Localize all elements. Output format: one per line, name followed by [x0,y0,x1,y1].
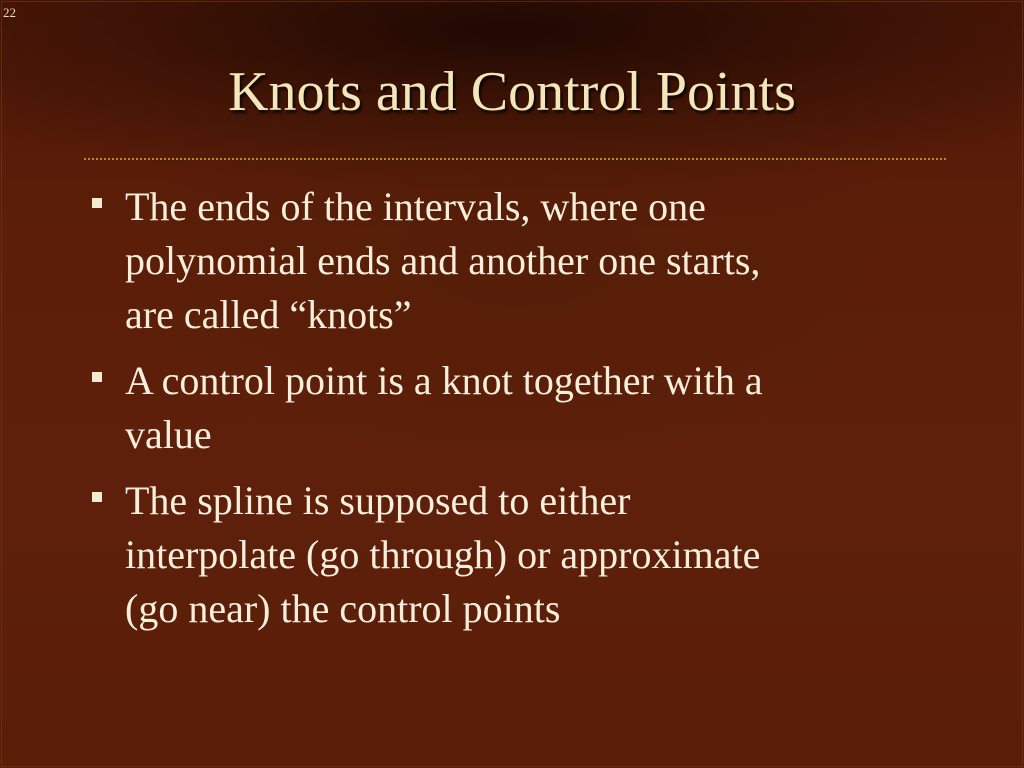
slide-number: 22 [3,5,16,20]
bullet-text-line: The ends of the intervals, where one [125,184,706,229]
bullet-text-line: A control point is a knot together with a [125,358,763,403]
bullet-text-line: value [125,412,212,457]
bullet-text-line: The spline is supposed to either [125,478,631,523]
bullet-text-line: polynomial ends and another one starts, [125,238,761,283]
bullet-text-line: interpolate (go through) or approximate [125,532,761,577]
bullet-text-line: are called “knots” [125,292,412,337]
square-bullet-icon [92,492,102,502]
bullet-list [88,180,948,648]
square-bullet-icon [92,198,102,208]
bullet-text-line: (go near) the control points [125,586,561,631]
bullet-item [88,474,948,636]
bullet-item [88,180,948,342]
slide-title: Knots and Control Points [228,61,796,123]
square-bullet-icon [92,372,102,382]
bullet-item [88,354,948,462]
title-divider [84,158,946,160]
